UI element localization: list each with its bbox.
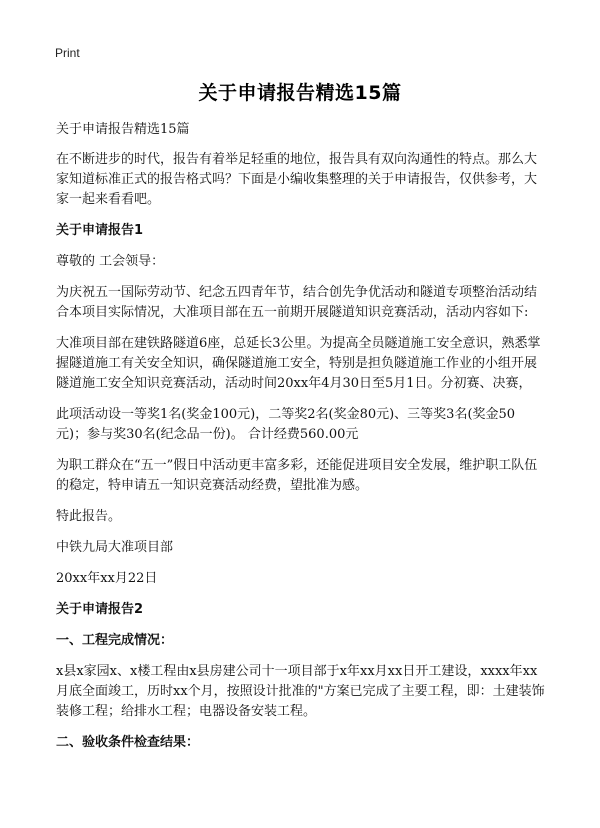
section-heading-1: 关于申请报告1 bbox=[56, 223, 144, 238]
print-link[interactable]: Print bbox=[55, 46, 80, 60]
intro-paragraph: 在不断进步的时代，报告有着举足轻重的地位，报告具有双向沟通性的特点。那么大家知道标准正式的报告格式吗？下面是小编收集整理的关于申请报告，仅供参考，大家一起来看看吧。 bbox=[56, 152, 538, 207]
section-heading-2: 关于申请报告2 bbox=[56, 602, 144, 617]
page-title: 关于申请报告精选15篇 bbox=[198, 82, 402, 104]
paragraph-closing: 特此报告。 bbox=[56, 509, 122, 524]
subsection-heading-inspection: 二、验收条件检查结果： bbox=[56, 735, 200, 750]
signature: 中铁九局大准项目部 bbox=[56, 540, 174, 555]
paragraph-completion: x县x家园x、x楼工程由x县房建公司十一项目部于x年xx月xx日开工建设，xxxx年xx月底全面竣工，历时xx个月，按照设计批准的"方案已完成了主要工程，即：土建装饰装修工程；给排水工程；电器设备安装工程。 bbox=[56, 664, 545, 719]
subsection-heading-completion: 一、工程完成情况： bbox=[56, 633, 174, 648]
salutation: 尊敬的 工会领导： bbox=[56, 254, 165, 269]
report-date: 20xx年xx月22日 bbox=[56, 571, 158, 586]
paragraph-request: 为职工群众在“五一”假日中活动更丰富多彩，还能促进项目安全发展，维护职工队伍的稳定，特申请五一知识竞赛活动经费，望批准为感。 bbox=[56, 458, 538, 493]
paragraph-activity-intro: 为庆祝五一国际劳动节、纪念五四青年节，结合创先争优活动和隧道专项整治活动结合本项目实际情况，大准项目部在五一前期开展隧道知识竞赛活动，活动内容如下: bbox=[56, 285, 538, 320]
article-subtitle: 关于申请报告精选15篇 bbox=[56, 122, 190, 137]
paragraph-prizes: 此项活动设一等奖1名(奖金100元)，二等奖2名(奖金80元)、三等奖3名(奖金50元)；参与奖30名(纪念品一份)。 合计经费560.00元 bbox=[56, 407, 516, 442]
paragraph-activity-details: 大准项目部在建铁路隧道6座，总延长3公里。为提高全员隧道施工安全意识，熟悉掌握隧道施工有关安全知识，确保隧道施工安全，特别是担负隧道施工作业的小组开展隧道施工安全知识竞赛活动，活动时间20xx年4月30日至5月1日。分初赛、决赛， bbox=[56, 336, 541, 391]
article-body bbox=[56, 120, 546, 764]
